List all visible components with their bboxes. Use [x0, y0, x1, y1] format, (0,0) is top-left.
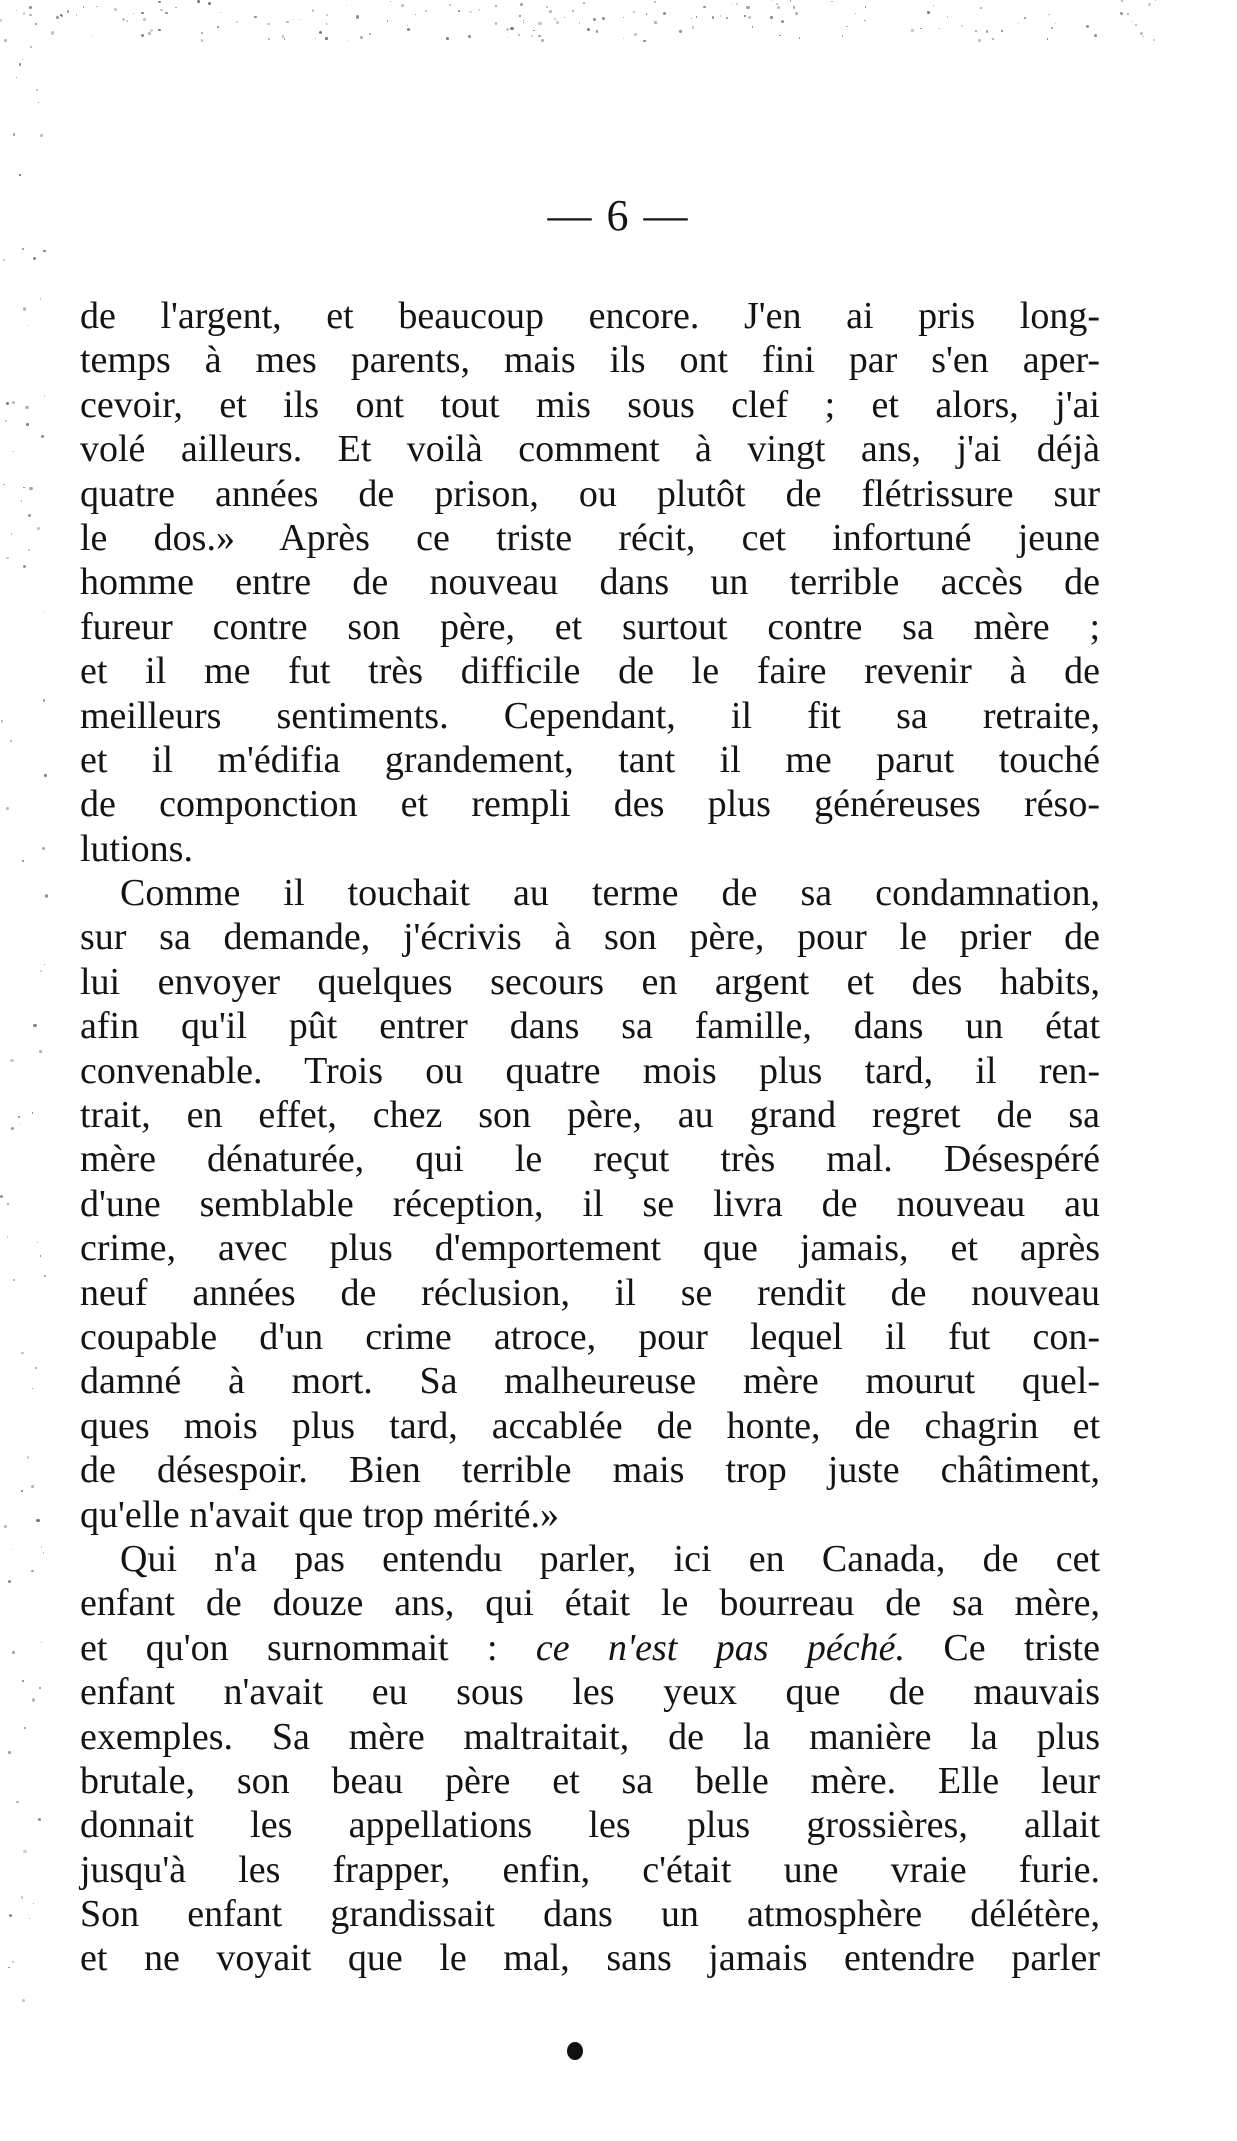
scan-speckle: [425, 10, 427, 12]
scan-speckle: [519, 15, 521, 17]
scan-speckle: [44, 774, 47, 777]
scan-speckle: [4, 39, 7, 42]
scan-speckle: [510, 27, 513, 30]
scan-speckle: [831, 1, 832, 2]
body-text: [80, 294, 1100, 1981]
scan-speckle: [9, 1914, 11, 1916]
scan-speckle: [554, 18, 556, 20]
text-line: coupable d'un crime atroce, pour lequel il fut con-: [80, 1315, 1100, 1358]
scan-speckle: [35, 1367, 37, 1369]
scan-speckle: [495, 5, 497, 7]
scan-speckle: [286, 21, 288, 23]
text-line: trait, en effet, chez son père, au grand regret de sa: [80, 1094, 1100, 1137]
scan-speckle: [51, 31, 54, 34]
scan-speckle: [1047, 38, 1049, 40]
scan-speckle: [326, 14, 328, 16]
scan-speckle: [468, 35, 471, 38]
scan-speckle: [458, 10, 460, 12]
scan-speckle: [846, 26, 848, 28]
scan-speckle: [41, 435, 44, 438]
scan-speckle: [40, 134, 43, 137]
scan-speckle: [11, 1549, 12, 1550]
scan-speckle: [299, 19, 300, 20]
scan-speckle: [777, 6, 780, 9]
text-line: et ne voyait que le mal, sans jamais entendre parler: [80, 1937, 1100, 1980]
text-line: enfant n'avait eu sous les yeux que de mauvais: [80, 1671, 1100, 1714]
scan-speckle: [1132, 21, 1133, 22]
scan-speckle: [518, 34, 520, 36]
scan-speckle: [32, 1698, 35, 1701]
scan-speckle: [16, 1801, 19, 1804]
scan-speckle: [633, 11, 635, 13]
text-line: sur sa demande, j'écrivis à son père, pour le prier de: [80, 916, 1100, 959]
scan-speckle: [19, 174, 20, 175]
scan-speckle: [1048, 14, 1050, 16]
page-bottom-dot: [567, 2042, 583, 2060]
scan-speckle: [799, 37, 800, 38]
scan-speckle: [160, 9, 162, 11]
scan-speckle: [29, 6, 32, 9]
scan-speckle: [22, 1680, 24, 1682]
scan-speckle: [776, 35, 778, 37]
scan-speckle: [22, 860, 24, 862]
scan-speckle: [1121, 0, 1123, 2]
scan-speckle: [284, 38, 286, 40]
scan-speckle: [720, 15, 721, 16]
text-line: de désespoir. Bien terrible mais trop juste châtiment,: [80, 1449, 1100, 1492]
scan-speckle: [114, 8, 117, 11]
scan-speckle: [10, 740, 11, 741]
scan-speckle: [158, 1, 161, 4]
scan-speckle: [143, 18, 146, 21]
scan-speckle: [587, 28, 590, 31]
scan-speckle: [1001, 30, 1003, 32]
scan-speckle: [865, 6, 866, 7]
scan-speckle: [315, 38, 316, 39]
scan-speckle: [10, 1059, 13, 1062]
text-line: de l'argent, et beaucoup encore. J'en ai pris long-: [80, 295, 1100, 337]
scan-speckle: [911, 29, 914, 32]
text-line: mère dénaturée, qui le reçut très mal. Désespéré: [80, 1138, 1100, 1181]
scan-speckle: [1142, 36, 1144, 38]
scan-speckle: [23, 487, 24, 488]
text-line: et il m'édifia grandement, tant il me parut touché: [80, 738, 1100, 781]
scan-speckle: [31, 1485, 34, 1488]
text-line: meilleurs sentiments. Cependant, il fit sa retraite,: [80, 694, 1100, 737]
scan-speckle: [201, 39, 203, 41]
scan-speckle: [43, 699, 46, 702]
text-line: neuf années de réclusion, il se rendit de nouveau: [80, 1271, 1100, 1314]
text-line: qu'elle n'avait que trop mérité.»: [80, 1493, 560, 1536]
scan-speckle: [712, 16, 715, 19]
text-line: Son enfant grandissait dans un atmosphère délétère,: [80, 1893, 1100, 1936]
scan-speckle: [4, 1525, 7, 1528]
scan-speckle: [141, 34, 144, 37]
text-line: convenable. Trois ou quatre mois plus tard, il ren-: [80, 1049, 1100, 1092]
scan-speckle: [520, 3, 523, 6]
scan-speckle: [220, 12, 221, 13]
scan-speckle: [40, 1255, 41, 1256]
scan-speckle: [44, 964, 45, 965]
scan-speckle: [35, 23, 38, 26]
scan-speckle: [31, 1570, 33, 1572]
scan-speckle: [13, 451, 14, 452]
scan-speckle: [776, 3, 778, 5]
scan-speckle: [986, 30, 989, 33]
scan-speckle: [975, 30, 977, 32]
scan-speckle: [495, 22, 498, 25]
scan-speckle: [3, 484, 4, 485]
scan-speckle: [21, 500, 23, 502]
scan-speckle: [33, 257, 36, 260]
scan-speckle: [8, 1580, 11, 1583]
text-line: crime, avec plus d'emportement que jamais, et après: [80, 1227, 1100, 1270]
scan-speckle: [67, 10, 69, 12]
text-line: quatre années de prison, ou plutôt de flétrissure sur: [80, 472, 1100, 515]
scan-speckle: [6, 557, 9, 560]
scan-speckle: [864, 20, 866, 22]
scan-speckle: [43, 250, 45, 252]
scan-speckle: [91, 35, 92, 36]
scan-speckle: [623, 38, 624, 39]
text-line: damné à mort. Sa malheureuse mère mourut quel-: [80, 1360, 1100, 1403]
scan-speckle: [572, 10, 574, 12]
scan-speckle: [29, 1918, 30, 1919]
scan-speckle: [32, 1388, 33, 1389]
scan-speckle: [254, 16, 257, 19]
scan-speckle: [961, 25, 963, 27]
scan-speckle: [25, 406, 28, 409]
scan-speckle: [356, 15, 359, 18]
scan-speckle: [795, 12, 798, 15]
scan-speckle: [538, 22, 541, 25]
scan-speckle: [13, 1279, 15, 1281]
scan-speckle: [325, 37, 328, 40]
scan-speckle: [60, 14, 62, 16]
text-run: et qu'on surnommait :: [80, 1626, 536, 1669]
text-line: donnait les appellations les plus grossières, allait: [80, 1804, 1100, 1847]
scan-speckle: [736, 3, 738, 5]
scan-speckle: [726, 17, 728, 19]
scan-speckle: [24, 1727, 26, 1729]
scan-speckle: [23, 12, 26, 15]
text-line: brutale, son beau père et sa belle mère. Elle leur: [80, 1759, 1100, 1802]
scan-speckle: [6, 402, 9, 405]
scan-speckle: [1094, 34, 1097, 37]
scan-speckle: [772, 0, 773, 1]
scan-speckle: [44, 611, 45, 612]
scan-speckle: [0, 19, 2, 21]
scan-speckle: [28, 514, 31, 517]
text-line: enfant de douze ans, qui était le bourreau de sa mère,: [80, 1582, 1100, 1625]
scan-speckle: [779, 35, 781, 37]
scan-speckle: [920, 28, 922, 30]
scan-speckle: [781, 20, 784, 23]
scan-speckle: [790, 0, 792, 2]
text-line: ques mois plus tard, accablée de honte, de chagrin et: [80, 1404, 1100, 1447]
italic-nickname: ce n'est pas péché.: [535, 1626, 906, 1669]
text-line: Qui n'a pas entendu parler, ici en Canada, de cet: [120, 1537, 1100, 1580]
scan-speckle: [23, 565, 26, 568]
scan-speckle: [201, 32, 203, 34]
scan-speckle: [39, 1687, 41, 1689]
scan-speckle: [663, 12, 666, 15]
scan-speckle: [533, 30, 535, 32]
scan-speckle: [978, 39, 981, 42]
scan-speckle: [927, 11, 930, 14]
scan-speckle: [28, 549, 30, 551]
scan-speckle: [83, 6, 84, 7]
scan-speckle: [22, 1999, 25, 2002]
scan-speckle: [22, 248, 24, 250]
scan-speckle: [523, 22, 524, 23]
scan-speckle: [415, 14, 416, 15]
scan-speckle: [531, 35, 533, 37]
scan-speckle: [744, 15, 746, 17]
scan-speckle: [312, 9, 315, 12]
text-line: cevoir, et ils ont tout mis sous clef ; et alors, j'ai: [80, 383, 1100, 426]
scan-speckle: [18, 1116, 20, 1118]
scan-speckle: [564, 17, 565, 18]
scan-speckle: [407, 28, 409, 30]
scan-speckle: [5, 420, 7, 422]
scan-speckle: [30, 46, 32, 48]
scan-speckle: [28, 325, 29, 326]
scan-speckle: [197, 0, 200, 3]
scan-speckle: [679, 30, 682, 33]
scan-speckle: [593, 18, 596, 21]
scan-speckle: [643, 40, 646, 43]
scan-speckle: [12, 1961, 14, 1963]
scan-speckle: [293, 19, 294, 20]
scan-speckle: [556, 21, 559, 24]
scan-speckle: [1140, 32, 1143, 35]
scan-speckle: [387, 20, 388, 21]
scan-speckle: [8, 1967, 10, 1969]
scan-speckle: [33, 1903, 34, 1904]
scan-speckle: [41, 1642, 42, 1643]
scan-speckle: [217, 26, 219, 28]
scan-speckle: [141, 12, 143, 14]
text-line: [80, 1626, 1100, 1670]
scan-speckle: [32, 1112, 33, 1113]
scan-speckle: [236, 21, 238, 23]
scan-speckle: [980, 7, 982, 9]
text-line: d'une semblable réception, il se livra de nouveau au: [80, 1182, 1100, 1225]
scan-speckle: [29, 14, 31, 16]
scan-speckle: [37, 527, 40, 530]
scan-speckle: [992, 38, 994, 40]
scan-speckle: [16, 77, 18, 79]
scan-speckle: [1155, 0, 1156, 1]
scan-speckle: [1024, 17, 1026, 19]
text-line: lui envoyer quelques secours en argent et des habits,: [80, 960, 1100, 1003]
scan-speckle: [703, 6, 706, 9]
scan-speckle: [933, 5, 934, 6]
scan-speckle: [165, 12, 168, 15]
scan-speckle: [126, 20, 128, 22]
scan-speckle: [150, 29, 153, 32]
scan-speckle: [654, 21, 657, 24]
scan-speckle: [36, 89, 38, 91]
scan-speckle: [38, 102, 39, 103]
scan-speckle: [654, 1, 656, 3]
scan-speckle: [6, 807, 9, 810]
text-line: afin qu'il pût entrer dans sa famille, dans un état: [80, 1005, 1100, 1048]
scan-speckle: [148, 32, 151, 35]
scan-speckle: [8, 1751, 10, 1753]
scan-speckle: [45, 894, 48, 897]
scan-speckle: [158, 29, 160, 31]
text-line: jusqu'à les frapper, enfin, c'était une vraie furie.: [80, 1848, 1100, 1891]
text-line: temps à mes parents, mais ils ont fini par s'en aper-: [80, 339, 1100, 382]
scan-speckle: [1127, 13, 1129, 15]
scan-speckle: [37, 1242, 38, 1243]
scan-speckle: [478, 9, 480, 11]
scan-speckle: [939, 28, 940, 29]
scan-speckle: [39, 1050, 42, 1053]
scan-speckle: [579, 22, 580, 23]
scan-speckle: [692, 26, 694, 28]
text-line: exemples. Sa mère maltraitait, de la manière la plus: [80, 1715, 1100, 1758]
scan-speckle: [538, 35, 540, 37]
scan-speckle: [267, 23, 270, 26]
scan-speckle: [1086, 25, 1089, 28]
text-run: Ce triste: [905, 1626, 1100, 1669]
scan-speckle: [947, 16, 948, 17]
scan-speckle: [7, 1236, 8, 1237]
scan-speckle: [646, 13, 647, 14]
scan-speckle: [29, 487, 32, 490]
scan-speckle: [731, 4, 732, 5]
scan-speckle: [27, 1456, 29, 1458]
scan-speckle: [7, 1203, 9, 1205]
page-number: — 6 —: [547, 191, 690, 240]
scan-speckle: [401, 4, 404, 7]
text-line: lutions.: [80, 827, 193, 870]
scan-speckle: [33, 1024, 36, 1027]
scan-speckle: [19, 1124, 21, 1126]
scan-speckle: [748, 16, 751, 19]
scan-speckle: [449, 4, 451, 6]
text-line: fureur contre son père, et surtout contre sa mère ;: [80, 605, 1100, 648]
scan-speckle: [746, 6, 749, 9]
scan-speckle: [1051, 27, 1053, 29]
scan-speckle: [770, 16, 773, 19]
scan-speckle: [1018, 23, 1020, 25]
text-line: volé ailleurs. Et voilà comment à vingt ans, j'ai déjà: [80, 428, 1100, 471]
scan-speckle: [793, 6, 795, 8]
scan-speckle: [623, 17, 624, 18]
scan-speckle: [506, 28, 509, 31]
text-line: Comme il touchait au terme de sa condamnation,: [120, 872, 1100, 915]
text-line: homme entre de nouveau dans un terrible accès de: [80, 561, 1100, 604]
scan-speckle: [360, 36, 362, 38]
scan-speckle: [319, 31, 322, 34]
scan-speckle: [583, 2, 585, 4]
scan-speckle: [41, 1546, 42, 1547]
scan-speckle: [19, 63, 21, 65]
scan-speckle: [347, 40, 348, 41]
scan-speckle: [21, 1352, 23, 1354]
scan-speckle: [602, 17, 605, 20]
scan-speckle: [13, 133, 16, 136]
scan-speckle: [122, 18, 125, 21]
scan-speckle: [12, 401, 15, 404]
scan-speckle: [0, 1195, 3, 1198]
scan-speckle: [842, 35, 844, 37]
scan-speckle: [752, 26, 753, 27]
scan-speckle: [549, 10, 552, 13]
scan-speckle: [76, 14, 78, 16]
scan-speckle: [326, 23, 327, 24]
scan-speckle: [44, 1275, 46, 1277]
scan-speckle: [268, 38, 270, 40]
scan-speckle: [470, 11, 472, 13]
scan-speckle: [634, 33, 637, 36]
scan-speckle: [446, 37, 449, 40]
scan-speckle: [1055, 23, 1056, 24]
scan-speckle: [390, 1, 391, 2]
scan-speckle: [1148, 3, 1151, 6]
scan-speckle: [44, 395, 45, 396]
scan-speckle: [1153, 39, 1155, 41]
scan-speckle: [26, 423, 29, 426]
text-line: et il me fut très difficile de le faire revenir à de: [80, 650, 1100, 693]
scan-speckle: [16, 10, 17, 11]
scan-speckle: [23, 307, 26, 310]
scan-speckle: [507, 37, 508, 38]
scan-speckle: [696, 16, 698, 18]
scan-speckle: [96, 6, 97, 7]
scan-speckle: [23, 1850, 26, 1853]
scan-speckle: [43, 1552, 44, 1553]
scan-speckle: [22, 59, 23, 60]
scan-speckle: [40, 970, 42, 972]
scan-speckle: [3, 259, 4, 260]
scan-speckle: [596, 30, 598, 32]
scan-speckle: [11, 533, 13, 535]
scan-speckle: [133, 13, 134, 14]
scan-speckle: [38, 1818, 41, 1821]
scan-speckle: [407, 25, 408, 26]
text-line: le dos.» Après ce triste récit, cet infortuné jeune: [80, 516, 1100, 559]
scan-speckle: [12, 1651, 15, 1654]
scan-speckle: [36, 1519, 39, 1522]
scan-speckle: [40, 298, 41, 299]
scan-speckle: [691, 18, 692, 19]
scan-speckle: [1120, 12, 1123, 15]
scan-speckle: [208, 2, 211, 5]
scan-speckle: [175, 7, 177, 9]
scan-speckle: [346, 5, 347, 6]
scan-speckle: [369, 33, 371, 35]
text-line: de componction et rempli des plus généreuses réso-: [80, 783, 1100, 826]
scan-speckle: [541, 39, 544, 42]
scan-speckle: [11, 1127, 14, 1130]
scan-speckle: [42, 847, 45, 850]
scan-speckle: [546, 6, 548, 8]
scan-speckle: [21, 1490, 23, 1492]
scan-speckle: [1135, 24, 1137, 26]
scan-speckle: [855, 13, 856, 14]
scan-speckle: [21, 1896, 24, 1899]
scan-speckle: [56, 16, 59, 19]
